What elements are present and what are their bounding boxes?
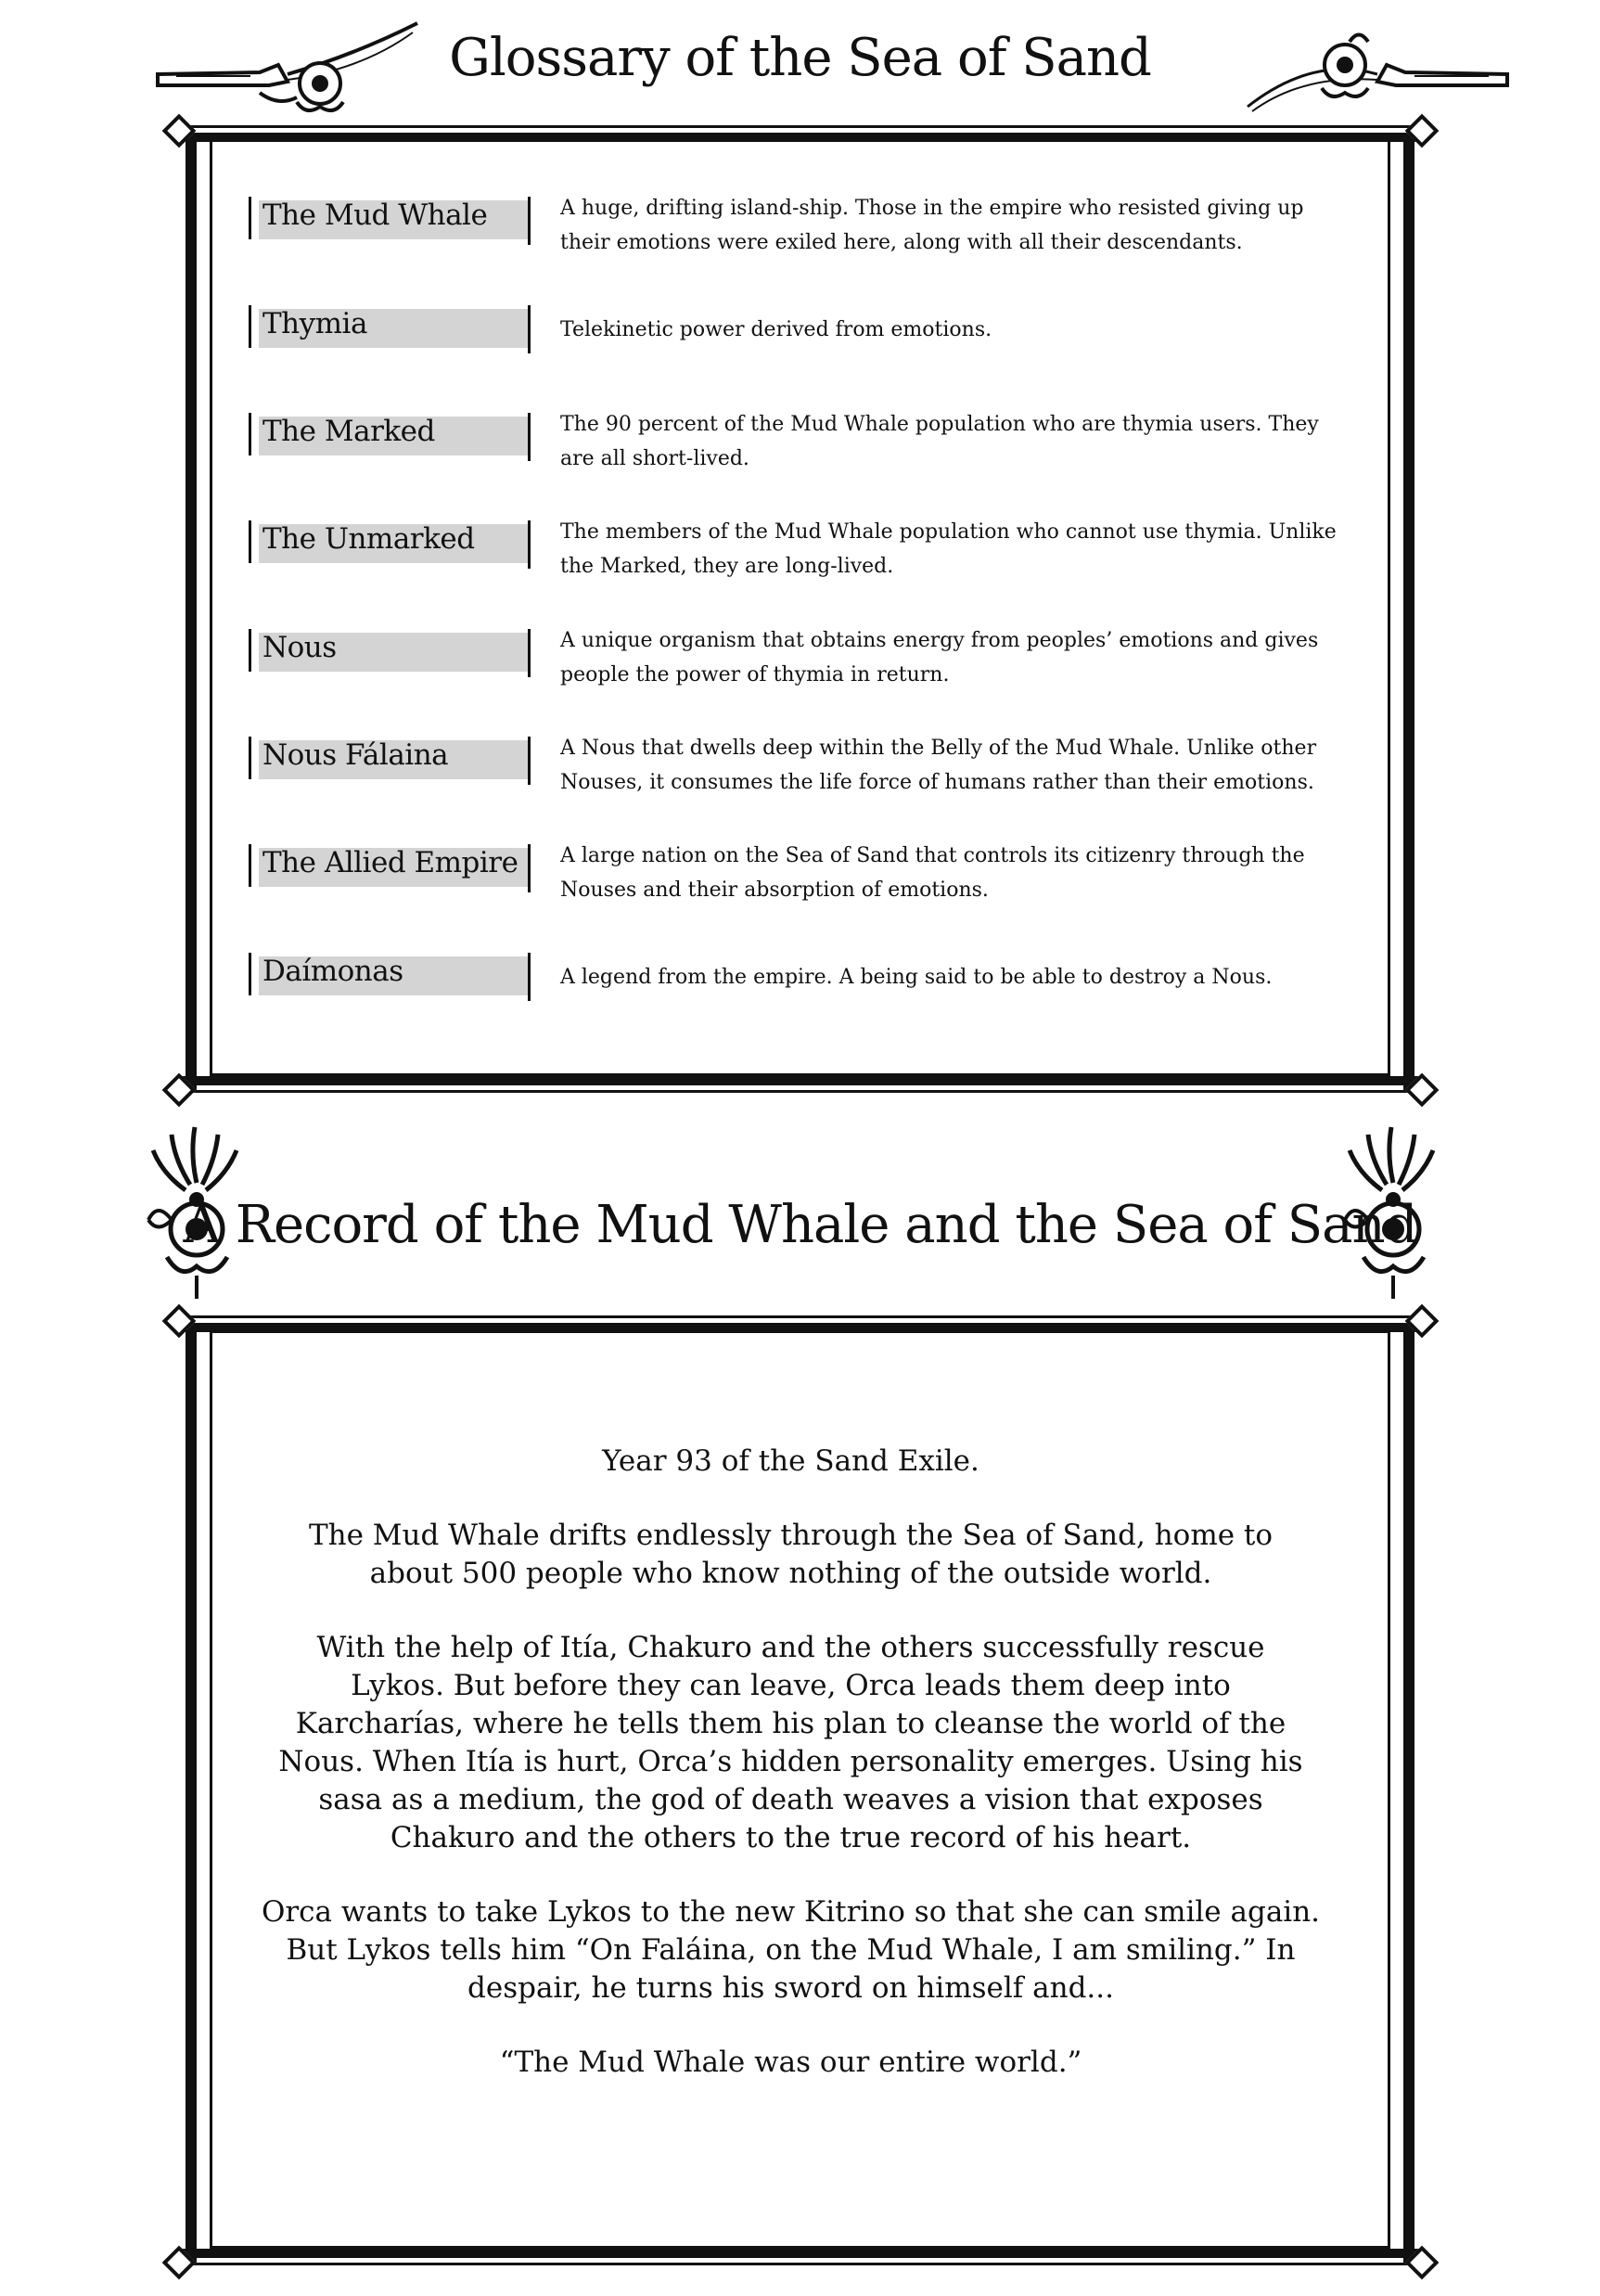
glossary-term: Daímonas xyxy=(262,955,403,988)
record-body xyxy=(250,1443,1331,2118)
glossary-term-box xyxy=(249,305,527,348)
record-paragraph: “The Mud Whale was our entire world.” xyxy=(499,2046,1082,2079)
glossary-definition: Telekinetic power derived from emotions. xyxy=(560,318,992,341)
glossary-definition: A legend from the empire. A being said to be able to destroy a Nous. xyxy=(560,966,1273,989)
record-paragraph: The Mud Whale drifts endlessly through the Sea of Sand, home to about 500 people who know nothing of the outside world. xyxy=(308,1519,1274,1590)
record-title: A Record of the Mud Whale and the Sea of Sand xyxy=(183,1195,1417,1255)
glossary-term: The Marked xyxy=(262,415,435,448)
glossary-term-box xyxy=(249,629,527,672)
glossary-definition: The members of the Mud Whale population who cannot use thymia. Unlike the Marked, they are long-lived. xyxy=(560,520,1337,578)
glossary-term: Thymia xyxy=(262,307,367,340)
glossary-definition: The 90 percent of the Mud Whale population who are thymia users. They are all short-lived. xyxy=(560,413,1319,470)
glossary-term-box xyxy=(249,413,527,455)
glossary-term: The Allied Empire xyxy=(262,846,518,879)
glossary-term-box xyxy=(249,844,527,887)
glossary-definition: A Nous that dwells deep within the Belly of the Mud Whale. Unlike other Nouses, it consumes the life force of humans rather than their emotions. xyxy=(560,737,1317,794)
glossary-title: Glossary of the Sea of Sand xyxy=(449,28,1151,88)
record-paragraph: Year 93 of the Sand Exile. xyxy=(602,1444,979,1478)
glossary-term: The Mud Whale xyxy=(262,199,488,232)
glossary-term-box xyxy=(249,197,527,239)
glossary-term: Nous Fálaina xyxy=(262,738,449,772)
glossary-term-box xyxy=(249,953,527,995)
record-paragraph: Orca wants to take Lykos to the new Kitrino so that she can smile again. But Lykos tells him “On Faláina, on the Mud Whale, I am smiling.” In despair, he turns his sword on himself and... xyxy=(261,1895,1321,2005)
glossary-bottom-rail xyxy=(176,1076,1424,1093)
record-paragraph: With the help of Itía, Chakuro and the others successfully rescue Lykos. But before they can leave, Orca leads them deep into Karcharías, where he tells them his plan to cleanse the world of the Nous. When Itía is hurt, Orca’s hidden personality emerges. Using his sasa as a medium, the god of death weaves a vision that exposes Chakuro and the others to the true record of his heart. xyxy=(278,1631,1303,1854)
glossary-frame-inner xyxy=(210,139,1390,1076)
glossary-definition: A unique organism that obtains energy from peoples’ emotions and gives people the power of thymia in return. xyxy=(560,629,1319,686)
record-bottom-rail xyxy=(176,2249,1424,2265)
glossary-definition: A huge, drifting island-ship. Those in the empire who resisted giving up their emotions were exiled here, along with all their descendants. xyxy=(560,197,1304,254)
glossary-term: The Unmarked xyxy=(262,522,475,556)
glossary-term-box xyxy=(249,520,527,563)
glossary-term-box xyxy=(249,737,527,779)
glossary-term: Nous xyxy=(262,631,337,664)
glossary-definition: A large nation on the Sea of Sand that controls its citizenry through the Nouses and their absorption of emotions. xyxy=(560,844,1305,902)
